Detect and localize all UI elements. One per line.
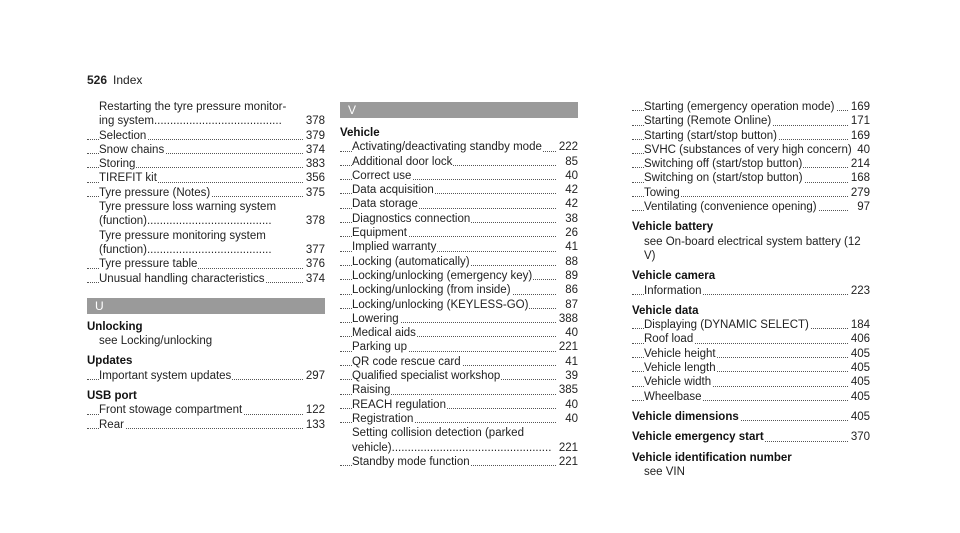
page-ref[interactable]: 40 [565, 327, 578, 340]
index-entry: Activating/deactivating standby mode 222 [340, 140, 578, 154]
page-ref[interactable]: 405 [850, 347, 870, 360]
entry-heading: Vehicle battery [632, 221, 714, 234]
page-ref[interactable]: 133 [305, 418, 325, 431]
page-ref[interactable]: 222 [558, 141, 578, 154]
index-entry: Vehicle width 405 [632, 375, 870, 389]
vehicle-subentries [340, 140, 578, 426]
index-entry: Equipment 26 [340, 226, 578, 240]
vehicle-data-subentries [632, 318, 870, 404]
index-entry: Locking (automatically) 88 [340, 255, 578, 269]
index-entry: TIREFIT kit 356 [87, 171, 325, 185]
page-ref[interactable]: 221 [558, 455, 578, 468]
index-entry: Vehicle height 405 [632, 347, 870, 361]
page-ref[interactable]: 41 [565, 355, 578, 368]
entry-heading: USB port [87, 390, 137, 403]
page-ref[interactable]: 86 [565, 284, 578, 297]
index-entry: Data storage 42 [340, 197, 578, 211]
index-entry: Selection 379 [87, 129, 325, 143]
page-ref[interactable]: 383 [305, 158, 325, 171]
entry-heading: Vehicle camera [632, 270, 716, 283]
page-ref[interactable]: 385 [558, 384, 578, 397]
page-ref[interactable]: 169 [850, 101, 870, 113]
page-ref[interactable]: 374 [305, 272, 325, 285]
page-ref[interactable]: 42 [565, 184, 578, 197]
page-ref[interactable]: 41 [565, 241, 578, 254]
index-entry: QR code rescue card 41 [340, 355, 578, 369]
page-ref[interactable]: 405 [850, 376, 870, 389]
page-ref[interactable]: 297 [305, 369, 325, 382]
page-ref[interactable]: 356 [305, 172, 325, 185]
index-entry: Lowering 388 [340, 312, 578, 326]
entry-heading: Vehicle [340, 127, 380, 139]
page-ref[interactable]: 376 [305, 258, 325, 271]
index-entry: Starting (Remote Online) 171 [632, 114, 870, 128]
page-header [87, 73, 142, 87]
index-entry: Medical aids 40 [340, 326, 578, 340]
page-ref[interactable]: 379 [305, 129, 325, 142]
page-ref[interactable]: 87 [565, 298, 578, 311]
index-entry: Tyre pressure (Notes) 375 [87, 186, 325, 200]
index-entry: Rear 133 [87, 418, 325, 432]
index-entry: Unusual handling characteristics 374 [87, 272, 325, 286]
index-entry: Roof load 406 [632, 332, 870, 346]
see-reference[interactable]: see VIN [644, 465, 685, 478]
index-entry: Towing 279 [632, 186, 870, 200]
page-ref[interactable]: 40 [565, 398, 578, 411]
page-ref[interactable]: 122 [305, 404, 325, 417]
index-entry: Additional door lock 85 [340, 155, 578, 169]
index-entry: Vehicle dimensions 405 [632, 410, 870, 423]
page-ref[interactable]: 214 [850, 158, 870, 171]
page-ref[interactable]: 40 [857, 143, 870, 156]
page-ref[interactable]: 375 [305, 186, 325, 199]
index-entry: REACH regulation 40 [340, 398, 578, 412]
see-reference[interactable]: see On-board electrical system battery (12 V) [644, 235, 861, 262]
page-ref[interactable]: 38 [565, 212, 578, 225]
index-entry: Displaying (DYNAMIC SELECT) 184 [632, 318, 870, 332]
page-ref[interactable]: 279 [850, 186, 870, 199]
entry-heading: Unlocking [87, 320, 143, 333]
page-ref[interactable]: 388 [558, 312, 578, 325]
page-ref[interactable]: 89 [565, 269, 578, 282]
page-ref[interactable]: 40 [565, 412, 578, 425]
index-entry: Ventilating (convenience opening) 97 [632, 200, 870, 214]
page-ref[interactable]: 169 [850, 129, 870, 142]
index-entry: Important system updates 297 [87, 369, 325, 383]
page-ref[interactable]: 40 [565, 169, 578, 182]
index-entry: Storing 383 [87, 157, 325, 171]
index-entry: Restarting the tyre pressure monitor- ing system........................................ 378 [99, 101, 325, 128]
page-ref[interactable]: 85 [565, 155, 578, 168]
index-entry: Front stowage compartment 122 [87, 403, 325, 417]
index-entry: Data acquisition 42 [340, 183, 578, 197]
letter-divider-v: V [340, 102, 578, 118]
page-ref[interactable]: 405 [850, 410, 870, 423]
index-entry: Snow chains 374 [87, 143, 325, 157]
index-entry: Registration 40 [340, 412, 578, 426]
page-ref[interactable]: 405 [850, 362, 870, 375]
page-ref[interactable]: 378 [305, 115, 325, 128]
page-ref[interactable]: 405 [850, 390, 870, 403]
page-number: 526 [87, 73, 108, 87]
index-entry: Standby mode function 221 [340, 455, 578, 469]
page-ref[interactable]: 378 [305, 215, 325, 228]
index-column-1 [87, 100, 325, 432]
index-entry: Tyre pressure loss warning system (function)....................................... 378 [99, 201, 325, 228]
index-entry: Wheelbase 405 [632, 390, 870, 404]
index-entry: Starting (emergency operation mode) 169 [632, 100, 870, 114]
index-column-2 [340, 102, 578, 469]
index-entry: Correct use 40 [340, 169, 578, 183]
index-entry: Diagnostics connection 38 [340, 212, 578, 226]
entry-heading: Vehicle data [632, 304, 699, 317]
entry-heading: Vehicle identification number [632, 451, 792, 464]
index-entry: Switching off (start/stop button) 214 [632, 157, 870, 171]
page-ref[interactable]: 26 [565, 227, 578, 240]
index-entry: Locking/unlocking (emergency key) 89 [340, 269, 578, 283]
page-ref[interactable]: 39 [565, 370, 578, 383]
page-ref[interactable]: 377 [305, 243, 325, 256]
index-entry: Tyre pressure table 376 [87, 257, 325, 271]
index-entry: Implied warranty 41 [340, 240, 578, 254]
index-entry: Setting collision detection (parked vehicle).................................................. 221 [352, 427, 578, 454]
index-entry: Vehicle emergency start 370 [632, 431, 870, 444]
entry-heading: Updates [87, 355, 133, 368]
page-ref[interactable]: 97 [857, 201, 870, 214]
index-entry: Parking up 221 [340, 340, 578, 354]
page-ref[interactable]: 370 [850, 431, 870, 444]
page-ref[interactable]: 42 [565, 198, 578, 211]
page-ref[interactable]: 171 [850, 115, 870, 128]
index-entry: Vehicle length 405 [632, 361, 870, 375]
page-ref[interactable]: 221 [558, 341, 578, 354]
page-ref[interactable]: 223 [850, 284, 870, 297]
page-ref[interactable]: 88 [565, 255, 578, 268]
page-ref[interactable]: 406 [850, 333, 870, 346]
page-ref[interactable]: 184 [850, 319, 870, 332]
index-entry: Switching on (start/stop button) 168 [632, 171, 870, 185]
page-ref[interactable]: 374 [305, 143, 325, 156]
index-entry: SVHC (substances of very high concern) 40 [632, 143, 870, 157]
see-reference[interactable]: see Locking/unlocking [99, 335, 213, 348]
index-entry: Locking/unlocking (KEYLESS-GO) 87 [340, 298, 578, 312]
index-entry: Information 223 [632, 284, 870, 298]
page-ref[interactable]: 168 [850, 172, 870, 185]
index-entry: Starting (start/stop button) 169 [632, 129, 870, 143]
index-entry: Tyre pressure monitoring system (function)....................................... 377 [99, 229, 325, 256]
index-column-3 [632, 100, 870, 479]
index-entry: Qualified specialist workshop 39 [340, 369, 578, 383]
section-title: Index [113, 73, 143, 87]
index-entry: Locking/unlocking (from inside) 86 [340, 283, 578, 297]
vehicle-subentries-cont [632, 100, 870, 214]
page-ref[interactable]: 221 [558, 441, 578, 454]
index-entry: Raising 385 [340, 383, 578, 397]
letter-divider-u: U [87, 298, 325, 314]
